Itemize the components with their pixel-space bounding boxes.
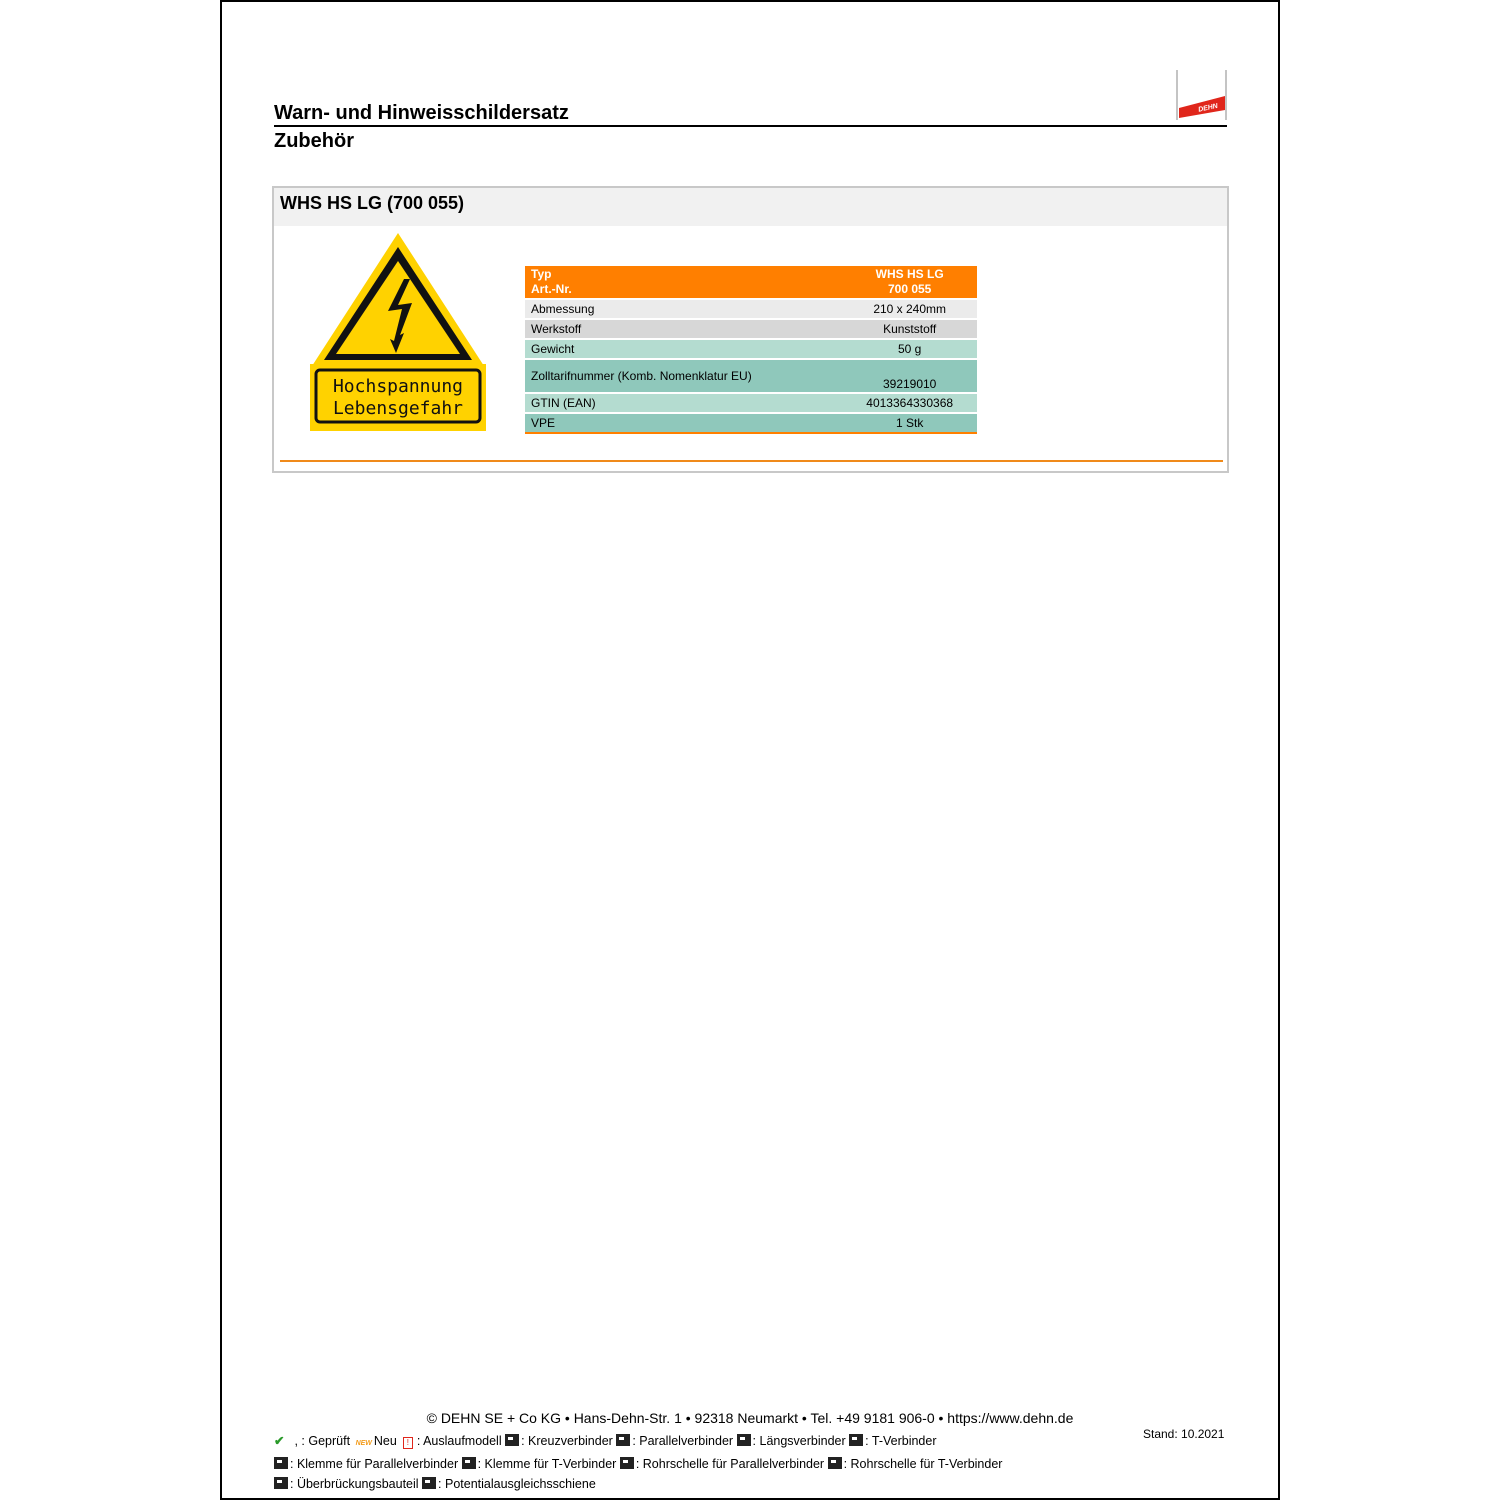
card-divider	[280, 460, 1223, 462]
footer-company: © DEHN SE + Co KG • Hans-Dehn-Str. 1 • 92318 Neumarkt • Tel. +49 9181 906-0 • https://www.dehn.de	[426, 1410, 1074, 1426]
check-icon: ✔	[274, 1434, 285, 1448]
clamp-parallel-icon	[274, 1457, 288, 1469]
pipe-clamp-parallel-icon	[620, 1457, 634, 1469]
row-value: 4013364330368	[842, 394, 977, 412]
footer-legend	[274, 1431, 1134, 1494]
table-header-row	[525, 266, 977, 298]
sign-line-2: Lebensgefahr	[332, 398, 464, 419]
table-header-label	[525, 266, 842, 298]
page-title: Warn- und Hinweisschildersatz	[274, 102, 1227, 127]
legend-gepruft: , : Geprüft	[294, 1434, 351, 1448]
typ-value: WHS HS LG	[875, 267, 944, 281]
equipotential-bar-icon	[422, 1477, 436, 1489]
table-row	[525, 414, 977, 434]
table-row	[525, 394, 977, 412]
legend-line-2	[274, 1454, 1134, 1474]
legend-rohr-t: : Rohrschelle für T-Verbinder	[843, 1457, 1003, 1471]
art-nr-value: 700 055	[887, 282, 932, 296]
legend-klemme-t: : Klemme für T-Verbinder	[477, 1457, 617, 1471]
legend-potential: : Potentialausgleichsschiene	[438, 1477, 596, 1491]
bridging-component-icon	[274, 1477, 288, 1489]
product-card	[272, 186, 1229, 473]
longitudinal-connector-icon	[737, 1434, 751, 1446]
legend-laengs: : Längsverbinder	[752, 1434, 846, 1448]
legend-neu: Neu	[373, 1434, 397, 1448]
sign-line-1: Hochspannung	[332, 376, 464, 397]
table-row	[525, 320, 977, 338]
legend-t: : T-Verbinder	[865, 1434, 937, 1448]
cross-connector-icon	[505, 1434, 519, 1446]
legend-parallel: : Parallelverbinder	[632, 1434, 734, 1448]
svg-text:DEHN: DEHN	[1197, 102, 1219, 114]
page-subtitle: Zubehör	[274, 130, 354, 152]
product-card-header	[274, 188, 1227, 226]
product-card-title: WHS HS LG (700 055)	[280, 193, 465, 213]
legend-line-3	[274, 1474, 1134, 1494]
new-badge-icon: NEW	[355, 1440, 372, 1447]
footer-stand: Stand: 10.2021	[1143, 1427, 1225, 1441]
pipe-clamp-t-icon	[828, 1457, 842, 1469]
high-voltage-warning-icon	[310, 231, 486, 431]
row-value: 39219010	[842, 360, 977, 392]
row-value: 1 Stk	[842, 414, 977, 434]
legend-klemme-parallel: : Klemme für Parallelverbinder	[290, 1457, 459, 1471]
typ-label: Typ	[531, 267, 552, 281]
row-label: Werkstoff	[525, 320, 842, 338]
row-label: Abmessung	[525, 300, 842, 318]
row-label: GTIN (EAN)	[525, 394, 842, 412]
legend-auslauf: : Auslaufmodell	[416, 1434, 502, 1448]
table-header-value	[842, 266, 977, 298]
row-label: VPE	[525, 414, 842, 434]
product-spec-table	[525, 264, 977, 436]
row-label: Gewicht	[525, 340, 842, 358]
legend-ueberbrueckung: : Überbrückungsbauteil	[290, 1477, 419, 1491]
table-row	[525, 300, 977, 318]
t-connector-icon	[849, 1434, 863, 1446]
art-nr-label: Art.-Nr.	[531, 282, 572, 296]
discontinued-icon: !	[403, 1437, 413, 1449]
clamp-t-icon	[462, 1457, 476, 1469]
row-label: Zolltarifnummer (Komb. Nomenklatur EU)	[525, 360, 842, 392]
table-row	[525, 360, 977, 392]
legend-rohr-parallel: : Rohrschelle für Parallelverbinder	[635, 1457, 825, 1471]
legend-line-1	[274, 1431, 1134, 1454]
table-row	[525, 340, 977, 358]
legend-kreuz: : Kreuzverbinder	[521, 1434, 613, 1448]
parallel-connector-icon	[616, 1434, 630, 1446]
row-value: 210 x 240mm	[842, 300, 977, 318]
row-value: Kunststoff	[842, 320, 977, 338]
row-value: 50 g	[842, 340, 977, 358]
